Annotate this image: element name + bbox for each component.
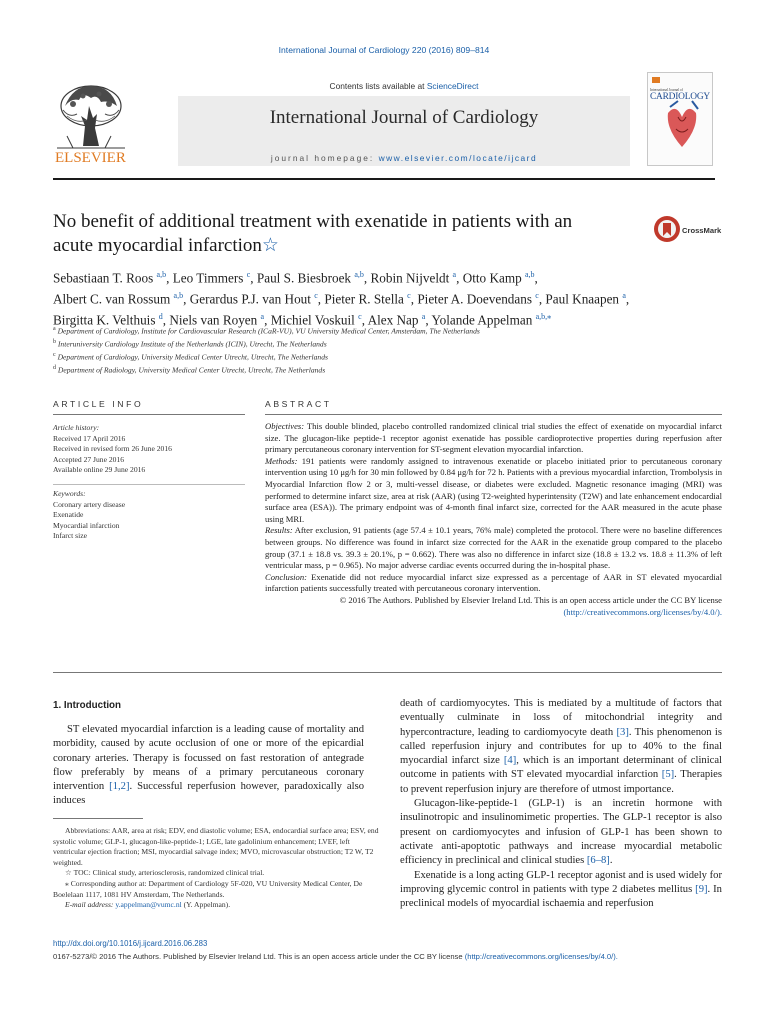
- footnote-toc: ☆ TOC: Clinical study, arteriosclerosis, randomized clinical trial.: [65, 868, 265, 878]
- cover-journal-name: International Journal of CARDIOLOGY: [650, 87, 710, 102]
- affiliation-c: $^c$ Department of Cardiology, University Medical Center Utrecht, Utrecht, The Netherlands: [53, 351, 328, 362]
- abstract-copyright: © 2016 The Authors. Published by Elsevier Ireland Ltd. This is an open access article under the CC BY license (http://creativecommons.org/licenses/by/4.0/).: [339, 594, 722, 617]
- title-footnote-star[interactable]: ☆: [261, 235, 279, 256]
- body-column-right: [400, 697, 722, 911]
- history-label: Article history:: [53, 423, 100, 432]
- history-rule: [53, 484, 245, 485]
- sciencedirect-link[interactable]: ScienceDirect: [426, 81, 479, 91]
- journal-cover-image[interactable]: [647, 72, 713, 166]
- history-revised: Received in revised form 26 June 2016: [53, 444, 172, 454]
- body-column-left: [53, 723, 364, 809]
- homepage-link[interactable]: www.elsevier.com/locate/ijcard: [378, 153, 538, 163]
- journal-title[interactable]: International Journal of Cardiology: [269, 107, 539, 128]
- affiliation-d: $^d$ Department of Radiology, University Medical Center Utrecht, Utrecht, The Netherlands: [53, 364, 326, 375]
- affiliation-a: $^a$ Department of Cardiology, Institute for Cardiovascular Research (ICaR-VU), VU University Medical Center, Amsterdam, The Netherlands: [53, 326, 480, 336]
- footnote-rule: [53, 818, 143, 819]
- author-line-2: Albert C. van Rossum $^{a,b}$, Gerardus P.J. van Hout $^c$, Pieter R. Stella $^c$, Pieter A. Doevendans $^c$, Paul Knaapen $^a$,: [53, 290, 630, 307]
- article-info-rule: [53, 414, 245, 415]
- keywords-label: Keywords:: [53, 489, 86, 498]
- abstract-conclusion: Conclusion: Exenatide did not reduce myocardial infarct size expressed as a percentage of AAR in ST elevated myocardial infarction patients successfully treated with percutaneous coronary intervention.: [265, 571, 722, 594]
- intro-paragraph-4: Exenatide is a long acting GLP-1 receptor agonist and is used widely for improving glycemic control in patients with type 2 diabetes mellitus [9]. In preclinical models of myocardial ischaemia and reperfusion: [400, 869, 722, 910]
- abstract-bottom-rule: [53, 672, 722, 673]
- intro-paragraph-3: Glucagon-like-peptide-1 (GLP-1) is an incretin hormone with insulinotropic and insulinomimetic properties. The GLP-1 receptor is also present on cardiomyocytes and infusion of GLP-1 has been shown to activate anti-apoptotic pathways and increase myocardial metabolic efficiency in preclinical and clinical studies [6–8].: [400, 798, 722, 867]
- author-list: [53, 266, 723, 329]
- keyword-item: Exenatide: [53, 510, 84, 520]
- history-online: Available online 29 June 2016: [53, 465, 146, 475]
- keyword-item: Coronary artery disease: [53, 499, 126, 509]
- cc-license-link[interactable]: (http://creativecommons.org/licenses/by/4.0/).: [563, 606, 722, 617]
- issn-copyright-line: 0167-5273/© 2016 The Authors. Published by Elsevier Ireland Ltd. This is an open access article under the CC BY license (http://creativecommons.org/licenses/by/4.0/).: [53, 952, 618, 961]
- footnote-abbreviations: Abbreviations: AAR, area at risk; EDV, end diastolic volume; ESA, endocardial surface area; ESV, end systolic volume; GLP-1, glucagon-like-peptide-1; LGE, late gadolinium enhancement; LVEF, left ventricular ejection fraction; MSI, myocardial salvage index; MVO, microvascular obstruction; T2 W, T2 weighted.: [53, 826, 379, 867]
- keywords-block: [53, 489, 245, 542]
- abstract-heading: ABSTRACT: [265, 399, 332, 409]
- reference-link[interactable]: [6–8]: [586, 855, 610, 867]
- keyword-item: Myocardial infarction: [53, 520, 120, 530]
- reference-link[interactable]: [1,2]: [109, 781, 130, 793]
- reference-link[interactable]: [3]: [616, 726, 629, 738]
- journal-citation[interactable]: International Journal of Cardiology 220 (2016) 809–814: [278, 45, 490, 55]
- reference-link[interactable]: [5]: [661, 769, 675, 781]
- author-line-3: Birgitta K. Velthuis $^d$, Niels van Royen $^a$, Michiel Voskuil $^c$, Alex Nap $^a$, Yolande Appelman $^{a,b,⁎}$: [53, 311, 552, 328]
- paper-title: No benefit of additional treatment with exenatide in patients with an acute myocardial infarction☆: [53, 211, 573, 256]
- affiliation-b: $^b$ Interuniversity Cardiology Institute of the Netherlands (ICIN), Utrecht, The Netherlands: [53, 338, 327, 349]
- author-line-1: Sebastiaan T. Roos $^{a,b}$, Leo Timmers $^c$, Paul S. Biesbroek $^{a,b}$, Robin Nijveldt $^a$, Otto Kamp $^{a,b}$,: [53, 270, 538, 286]
- affiliation-list: [53, 324, 723, 376]
- footnote-corresponding: ⁎ Corresponding author at: Department of Cardiology 5F-020, VU University Medical Center, De Boelelaan 1117, 1081 HV Amsterdam, The Netherlands.: [53, 878, 363, 899]
- article-info-heading: ARTICLE INFO: [53, 399, 144, 409]
- contents-line: Contents lists available at ScienceDirect: [329, 81, 479, 91]
- abstract-methods: Methods: 191 patients were randomly assigned to intravenous exenatide or placebo initiated prior to percutaneous coronary intervention using 10 μg/h for 30 min followed by 0.84 μg/h for 72 h. Patients with a previous myocardial infarction, Trombolysis in Myocardial Infarction flow 2 or 3, multi-vessel disease, or diabetes were excluded. Magnetic resonance imaging (MRI) was performed to determine infarct size, area at risk (AAR) (using T2-weighted hyperintensity (T2W) and late enhancement endocardial surface area (ESA)). The primary endpoint was of 4-month final infarct size, corrected for the AAR measured in the acute phase using MRI.: [265, 455, 722, 524]
- doi-link[interactable]: http://dx.doi.org/10.1016/j.ijcard.2016.06.283: [53, 939, 208, 948]
- crossmark-icon: [652, 214, 682, 244]
- section-heading-introduction: 1. Introduction: [53, 700, 122, 711]
- reference-link[interactable]: [4]: [503, 755, 517, 767]
- abstract-rule: [265, 414, 722, 415]
- intro-paragraph-2: death of cardiomyocytes. This is mediated by a multitude of factors that eventually culminate in loss of mitochondrial integrity and hypercontracture, leading to cardiomyocyte death [3]. This phenomenon is called reperfusion injury and contributes for up to 40% to the final myocardial infarct size [4], which is an important determinant of clinical outcome in patients with ST elevated myocardial infarction [5]. Therapies to prevent reperfusion injury are therefore of utmost importance.: [400, 698, 723, 795]
- abstract-objectives: Objectives: This double blinded, placebo controlled randomized clinical trial studies the effect of exenatide on myocardial infarct size. The glucagon-like peptide-1 receptor agonist exenatide has possible cardioprotective properties during reperfusion after primary percutaneous coronary intervention for ST-segment elevation myocardial infarction.: [265, 421, 722, 455]
- abstract-body: [265, 421, 722, 618]
- history-received: Received 17 April 2016: [53, 433, 126, 443]
- elsevier-wordmark: ELSEVIER: [55, 150, 126, 164]
- reference-link[interactable]: [9]: [695, 883, 708, 895]
- header-rule: [53, 178, 715, 180]
- footer-license-link[interactable]: (http://creativecommons.org/licenses/by/4.0/).: [464, 952, 618, 961]
- email-link[interactable]: y.appelman@vumc.nl: [115, 900, 182, 910]
- elsevier-tree-icon: [53, 76, 163, 164]
- keyword-item: Infarct size: [53, 531, 87, 541]
- article-history: [53, 423, 245, 476]
- footnote-email: E-mail address: y.appelman@vumc.nl (Y. Appelman).: [65, 900, 231, 910]
- elsevier-logo[interactable]: [53, 76, 163, 164]
- crossmark-label[interactable]: CrossMark: [682, 226, 722, 235]
- journal-homepage: journal homepage: www.elsevier.com/locate/ijcard: [270, 153, 538, 163]
- abstract-results: Results: After exclusion, 91 patients (age 57.4 ± 10.1 years, 76% male) completed the protocol. There were no baseline differences between groups. No difference was found in infarct size corrected for the AAR in the exenatide group compared to the placebo group (37.1 ± 18.8 vs. 39.3 ± 20.1%, p = 0.662). There was also no difference in infarct size (18.8 ± 13.2 vs. 18.8 ± 11.3% of left ventricular mass, p = 0.965). No major adverse cardiac events occurred during the in-hospital phase.: [265, 525, 722, 571]
- intro-paragraph-1: ST elevated myocardial infarction is a leading cause of mortality and morbidity, caused by acute occlusion of one or more of the epicardial coronary arteries. Therapy is focussed on fast restoration of antegrade flow preferably by means of a primary percutaneous coronary intervention [1,2]. Successful reperfusion however, paradoxically also induces: [53, 724, 364, 807]
- history-accepted: Accepted 27 June 2016: [53, 454, 125, 464]
- footnotes: [53, 826, 383, 911]
